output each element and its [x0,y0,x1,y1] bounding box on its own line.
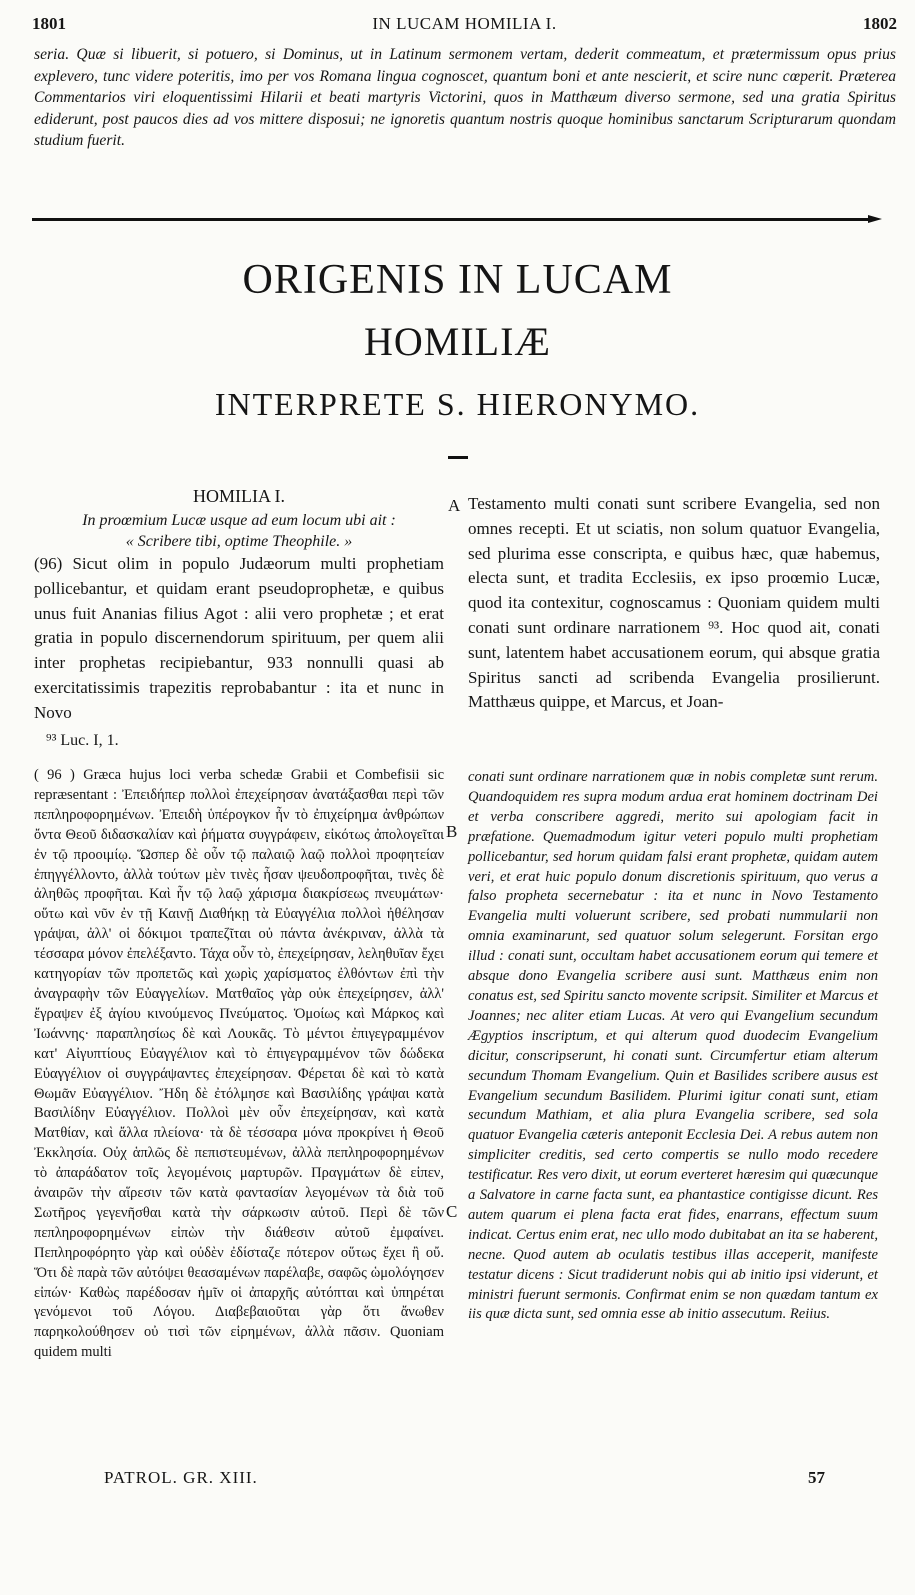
footnote-reference: ⁹³ Luc. I, 1. [46,731,119,749]
title-dash [448,456,468,459]
running-title: IN LUCAM HOMILIA I. [372,14,557,33]
footer-signature: PATROL. GR. XIII. [104,1468,258,1487]
section-rule [32,218,874,221]
margin-letter-c: C [446,1202,458,1221]
latin-note-column [468,768,878,1325]
latin-note-text: conati sunt ordinare narrationem quæ in nobis completæ sunt rerum. Quandoquidem res supra modum ardua erat hominem doctrinam Dei et verba conscribere aggredi, merito sui apologiam facit in præfatione. Quemadmodum igitur veteri populo multi prophetiam pollicebantur, sed horum quidam falsi erant prophetæ, quidam autem veri, et erat huic populo donum discretionis spirituum, quo verus a falso propheta secernebatur : ita et nunc in Novo Testamento Evangelia multi voluerunt scribere, sed probati nummularii non omnia examinarunt, sed quatuor solum selegerunt. Forsitan ergo illud : conati sunt, occultam habet accusationem eorum qui temere et absque dono Evangelia scribere ausi sunt. Matthæus enim non conatus est, sed Spiritu sancto movente scripsit. Similiter et Marcus et Joannes; nec aliter etiam Lucas. At vero qui Evangelium secundum Ægyptios inscriptum, et qui alterum quod duodecim Evangelium dicitur, conscripserunt, hi conati sunt. Circumfertur etiam alterum secundum Thomam Evangelium. Quin et Basilides scribere ausus est Evangelium secundum Basilidem. Plurimi igitur conati sunt, etiam secundum Mathiam, et alia plura Evangelia scribere, sed sola quatuor Evangelia cæteris anteponit Ecclesia Dei. A rebus autem non simpliciter creditis, sed certo compertis se nullo modo recedere testificatur. Res vero dixit, ut eorum everteret hæresim qui quæcunque a Salvatore in carne facta sunt, ea phantastice contigisse dicunt. Res autem quarum ei plena facta erat fides, enarrans, effectum suum indicat. Certus enim erat, nec ullo modo dubitabat an ita se haberent, necne. Quod autem ab oculatis testibus illas acceperit, manifeste testatur dicens : Sicut tradiderunt nobis qui ab initio ipsi viderunt, et ministri fuerunt sermonis. Confirmat enim se non quædam tantum ex iis quæ dicta sunt, sed omnia esse ab initio assecutum. Reiius. [468,769,878,1323]
page-number-right: 1802 [863,14,897,33]
homily-subtitle-1: In proœmium Lucæ usque ad eum locum ubi ait : [82,512,396,529]
homily-text-left: (96) Sicut olim in populo Judæorum multi prophetiam pollicebantur, et quidam erant pseudoprophetæ, e quibus unus fuit Ananias filius Agot : alii vero prophetæ ; et erat gratia in populo discernendorum spirituum, per quem alii inter prophetas recipiebantur, 933 nonnulli quasi ab exercitatissimis trapezitis reprobabantur : ita et nunc in Novo [34,554,444,722]
margin-letter-a: A [448,496,461,515]
homily-left-column [34,486,444,750]
greek-note-column [34,766,444,1363]
homily-text-right: Testamento multi conati sunt scribere Evangelia, sed non omnes recepti. Et ut sciatis, non solum quatuor Evangelia, sed plurima esse conscripta, e quibus hæc, quæ habemus, electa sunt, et tradita Ecclesiis, ex ipso proœmio Lucæ, quod ita contexitur, cognoscamus : Quoniam quidem multi conati sunt ordinare narrationem ⁹³. Hoc quod ait, conati sunt, latentem habet accusationem eorum, qui absque gratia Spiritus sancti ad scribenda Evangelia prosilierunt. Matthæus quippe, et Marcus, et Joan- [468,494,880,712]
homily-heading: HOMILIA I. [193,486,285,506]
margin-letter-b: B [446,822,458,841]
footer-sheet-number: 57 [808,1468,825,1487]
homily-right-column [468,492,880,715]
homily-subtitle-2: « Scribere tibi, optime Theophile. » [125,533,353,550]
page-number-left: 1801 [32,14,66,33]
section-rule-tip [868,215,882,223]
main-title-interpreter: INTERPRETE S. HIERONYMO. [214,386,701,422]
running-header [32,14,897,36]
preface-text: seria. Quæ si libuerit, si potuero, si Dominus, ut in Latinum sermonem vertam, dederit commeatum, et prætermissum opus prius explevero, tunc videre poteritis, imo per vos Romana lingua cognoscet, quantum boni et ante nescierit, et scire nunc cœperit. Præterea Commentarios viri eloquentissimi Hilarii et beati martyris Victorini, quos in Matthæum diverso sermone, sed una gratia Spiritus ediderunt, post paucos dies ad vos mittere disposui; ne ignoretis quantum nostris quoque hominibus sanctarum Scripturarum quondam studium fuerit. [34,46,896,150]
main-title: ORIGENIS IN LUCAM [242,257,673,303]
greek-note-text: ( 96 ) Græca hujus loci verba schedæ Grabii et Combefisii sic repræsentant : Ἐπειδήπερ πολλοὶ ἐπεχείρησαν ἀνατάξασθαι περὶ τῶν πεπληροφορημένων. Ἐπειδὴ ὑπέρογκον ἦν τὸ ἐπιχείρημα ἀνθρώπων ὄντα Θεοῦ διδασκαλίαν καὶ ῥήματα συγγράφειν, εἰκότως ἀπολογεῖται ἐν τῷ προοιμίῳ. Ὥσπερ δὲ οὖν τῷ παλαιῷ λαῷ πολλοὶ προφητείαν ἐπηγγέλλοντο, ἀλλὰ τούτων μὲν τινὲς ἦσαν ψευδοπροφῆται, τινὲς δὲ ἀληθῶς προφῆται. Καὶ ἦν τῷ λαῷ χάρισμα διακρίσεως πνευμάτων· οὕτω καὶ νῦν ἐν τῇ Καινῇ Διαθήκῃ τὰ Εὐαγγέλια πολλοὶ ἠθέλησαν γράψαι, ἀλλ' οἱ δόκιμοι τραπεζῖται οὐ πάντα ἀνέκριναν, ἀλλὰ τὰ τέσσαρα μόνον ἐπελέξαντο. Τάχα οὖν τὸ, ἐπεχείρησαν, λεληθυῖαν ἔχει κατηγορίαν τῶν προπετῶς καὶ χωρὶς χαρίσματος ἐλθόντων ἐπὶ τὴν ἀναγραφὴν τῶν Εὐαγγελίων. Ματθαῖος γὰρ οὐκ ἐπεχείρησεν, ἀλλ' ἔγραψεν ἐξ ἁγίου κινούμενος Πνεύματος. Ὁμοίως καὶ Μάρκος καὶ Ἰωάννης· παραπλησίως δὲ καὶ Λουκᾶς. Τὸ μέντοι ἐπιγεγραμμένον κατ' Αἰγυπτίους Εὐαγγέλιον καὶ τὸ ἐπιγεγραμμένον τῶν δώδεκα Εὐαγγέλιον οἱ συγγράψαντες ἐπεχείρησαν. Φέρεται δὲ καὶ τὸ κατὰ Θωμᾶν Εὐαγγέλιον. Ἤδη δὲ ἐτόλμησε καὶ Βασιλίδης γράψαι κατὰ Βασιλίδην Εὐαγγέλιον. Πολλοὶ μὲν οὖν ἐπεχείρησαν, καὶ κατὰ Ματθίαν, καὶ ἄλλα πλείονα· τὰ δὲ τέσσαρα μόνα προκρίνει ἡ Θεοῦ Ἐκκλησία. Οὐχ ἁπλῶς δὲ πεπιστευμένων, ἀλλὰ πεπληροφορημένων τὸ ἀπαράδατον τοῖς λεγομένοις μαρτυρῶν. Πραγμάτων δὲ εἰπεν, ἀναιρῶν τὴν αἵρεσιν τῶν κατὰ φαντασίαν λεγομένων τὰ διὰ τοῦ Σωτῆρος γεγενῆσθαι κατὰ τὴν σάρκωσιν αὐτοῦ. Περὶ δὲ τῶν πεπληροφορημένων εἰπὼν τὴν διάθεσιν αὐτοῦ ἐμφαίνει. Πεπληροφόρητο γὰρ καὶ οὐδὲν ἐδίσταζε πότερον οὕτως ἔχει ἢ οὔ. Ὅτι δὲ παρὰ τῶν αὐτόψει θεασαμένων παρέλαβε, σαφῶς ὡμολόγησεν εἰπών· Καθὼς παρέδοσαν ἡμῖν οἱ ἀπαρχῆς αὐτόπται καὶ ὑπηρέται γενόμενοι τοῦ Λόγου. Διαβεβαιοῦται γὰρ ὅτι ἄνωθεν παρηκολούθησεν οὐ τισὶ τῶν εἰρημένων, ἀλλὰ πᾶσιν. Quoniam quidem multi [34,767,444,1361]
main-title-homiliae: HOMILIÆ [364,319,551,364]
